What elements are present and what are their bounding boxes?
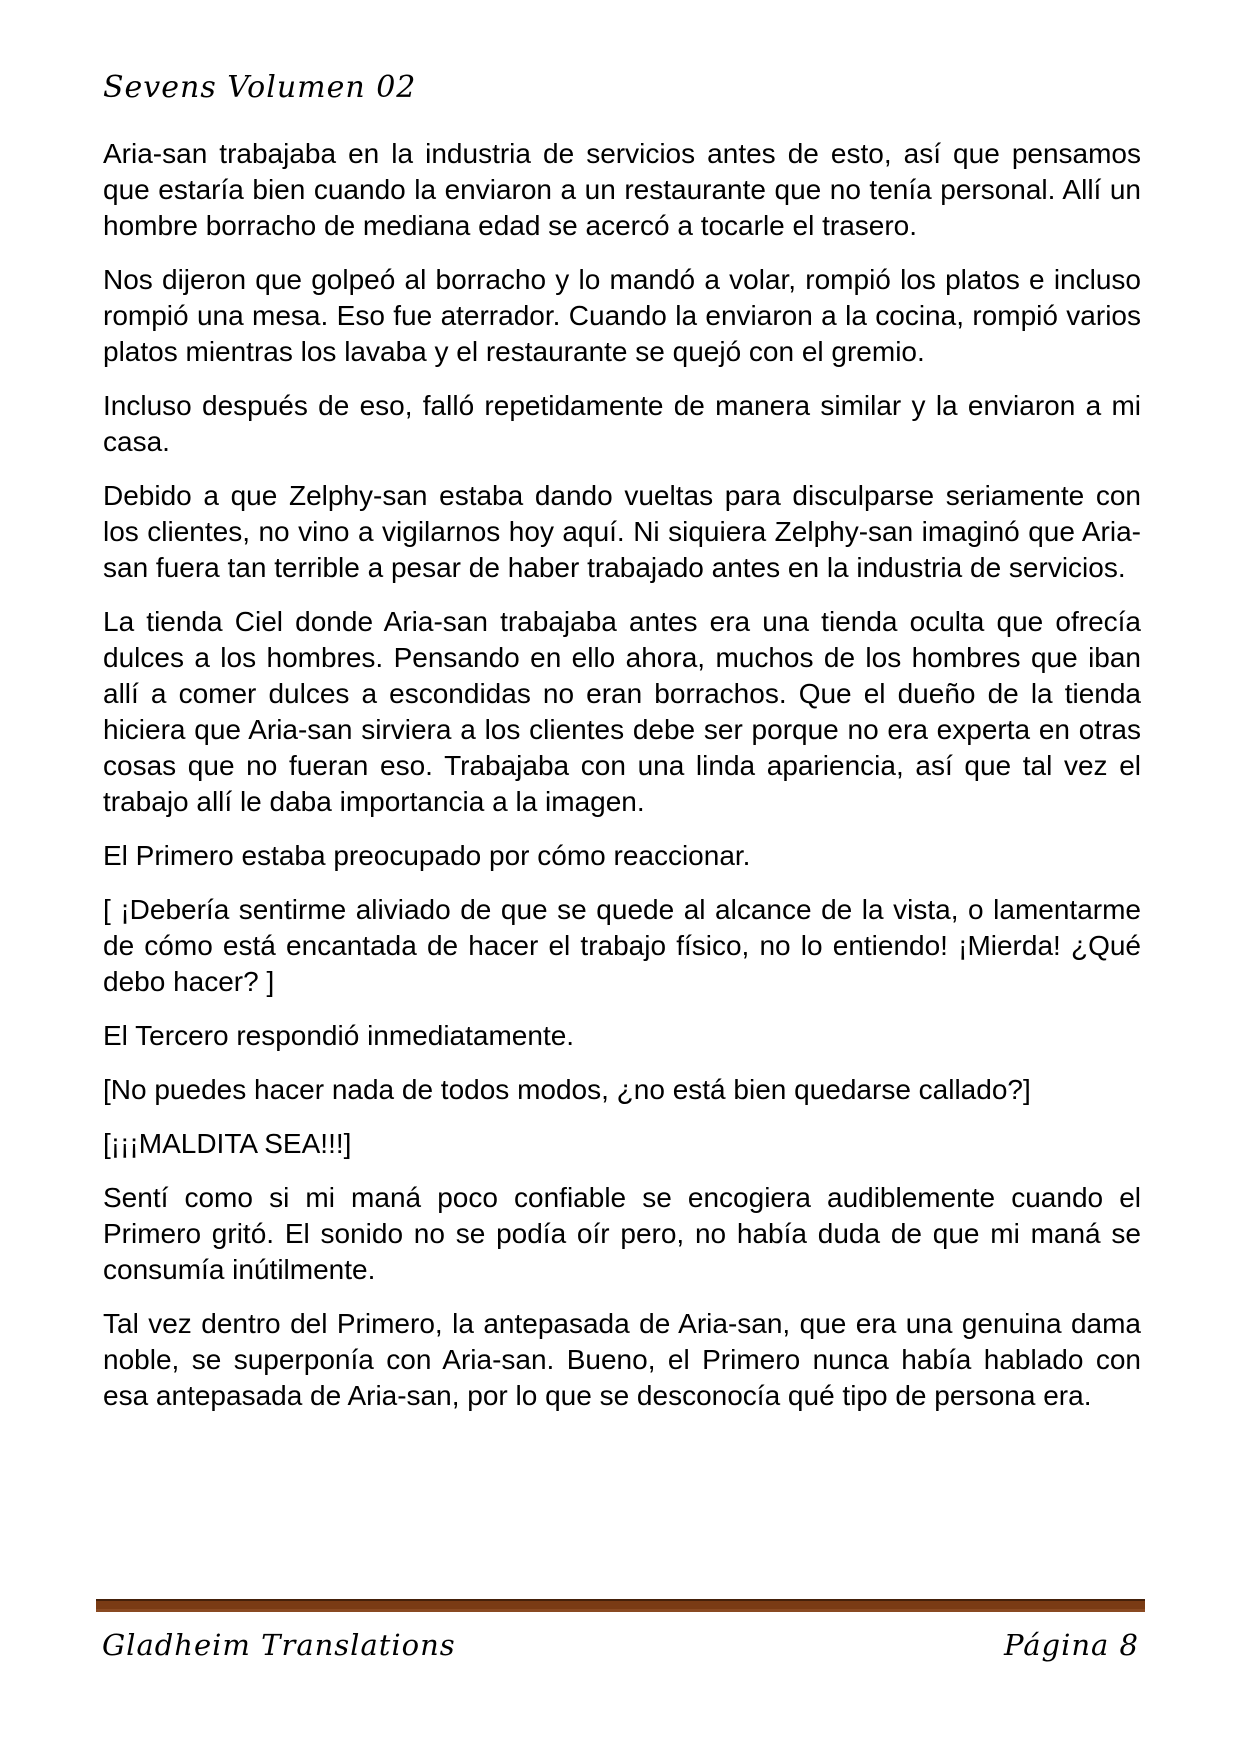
body-text [103, 136, 1141, 1432]
body-paragraph: [¡¡¡MALDITA SEA!!!] [103, 1128, 352, 1159]
body-paragraph: Aria-san trabajaba en la industria de servicios antes de esto, así que pensamos que estaría bien cuando la enviaron a un restaurante que no tenía personal. Allí un hombre borracho de mediana edad se acercó a tocarle el trasero. [103, 138, 1141, 241]
page-footer [96, 1601, 1145, 1662]
body-paragraph: Sentí como si mi maná poco confiable se encogiera audiblemente cuando el Primero gritó. El sonido no se podía oír pero, no había duda de que mi maná se consumía inútilmente. [103, 1182, 1141, 1285]
footer-divider-rule [96, 1601, 1145, 1612]
body-paragraph: Tal vez dentro del Primero, la antepasada de Aria-san, que era una genuina dama noble, se superponía con Aria-san. Bueno, el Primero nunca había hablado con esa antepasada de Aria-san, por lo que se desconocía qué tipo de persona era. [103, 1308, 1141, 1411]
body-paragraph: El Primero estaba preocupado por cómo reaccionar. [103, 840, 751, 871]
body-paragraph: [ ¡Debería sentirme aliviado de que se quede al alcance de la vista, o lamentarme de cómo está encantada de hacer el trabajo físico, no lo entiendo! ¡Mierda! ¿Qué debo hacer? ] [103, 894, 1141, 997]
body-paragraph: La tienda Ciel donde Aria-san trabajaba antes era una tienda oculta que ofrecía dulces a los hombres. Pensando en ello ahora, muchos de los hombres que iban allí a comer dulces a escondidas no eran borrachos. Que el dueño de la tienda hiciera que Aria-san sirviera a los clientes debe ser porque no era experta en otras cosas que no fueran eso. Trabajaba con una linda apariencia, así que tal vez el trabajo allí le daba importancia a la imagen. [103, 606, 1141, 817]
footer-text-row [96, 1628, 1145, 1662]
page-header-title: Sevens Volumen 02 [103, 70, 417, 105]
body-paragraph: Nos dijeron que golpeó al borracho y lo mandó a volar, rompió los platos e incluso rompió una mesa. Eso fue aterrador. Cuando la enviaron a la cocina, rompió varios platos mientras los lavaba y el restaurante se quejó con el gremio. [103, 264, 1141, 367]
body-paragraph: Incluso después de eso, falló repetidamente de manera similar y la enviaron a mi casa. [103, 390, 1141, 457]
footer-page-number: Página 8 [1004, 1628, 1139, 1662]
footer-translator-credit: Gladheim Translations [102, 1628, 456, 1662]
body-paragraph: Debido a que Zelphy-san estaba dando vueltas para disculparse seriamente con los clientes, no vino a vigilarnos hoy aquí. Ni siquiera Zelphy-san imaginó que Aria-san fuera tan terrible a pesar de haber trabajado antes en la industria de servicios. [103, 480, 1141, 583]
body-paragraph: [No puedes hacer nada de todos modos, ¿no está bien quedarse callado?] [103, 1074, 1031, 1105]
body-paragraph: El Tercero respondió inmediatamente. [103, 1020, 575, 1051]
